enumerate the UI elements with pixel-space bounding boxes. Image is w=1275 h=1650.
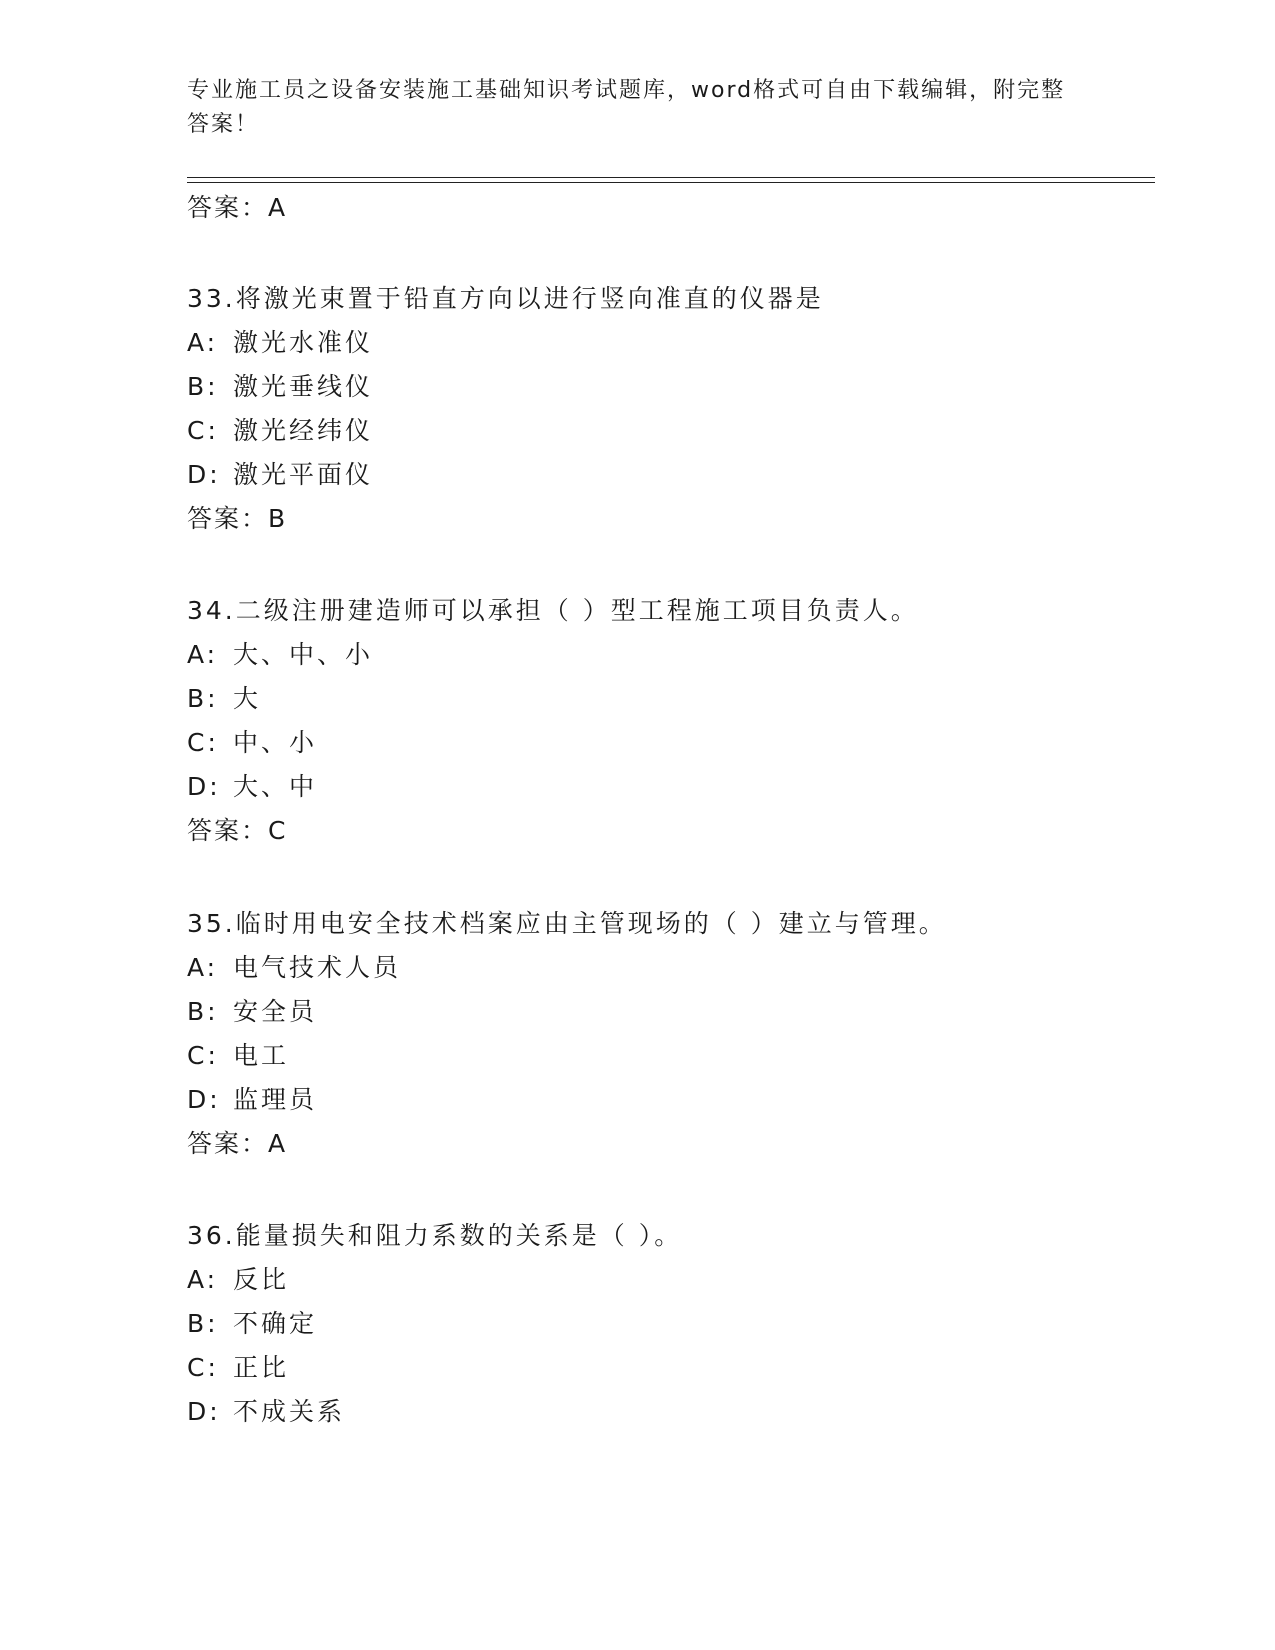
question-35-option-b [187,997,317,1027]
question-33-option-a [187,328,373,358]
question-35-option-a [187,953,401,983]
option-key: C: [187,1353,219,1382]
option-key: B: [187,1309,219,1338]
question-35-option-d [187,1085,317,1115]
option-text: 激光垂线仪 [233,372,374,401]
question-35-answer: 答案：A [187,1129,288,1158]
question-36-option-a [187,1265,289,1295]
question-33-option-c [187,416,373,446]
header-divider-top [187,177,1155,178]
option-text: 反比 [233,1265,290,1294]
option-text: 大 [233,684,262,713]
question-36-option-d [187,1397,345,1427]
option-text: 激光平面仪 [233,460,374,489]
option-key: D: [187,1397,221,1426]
option-text: 不成关系 [233,1397,346,1426]
question-36-option-c [187,1353,289,1383]
question-34-stem: 34.二级注册建造师可以承担（ ）型工程施工项目负责人。 [187,596,919,625]
option-text: 监理员 [233,1085,318,1114]
option-text: 电气技术人员 [233,953,402,982]
question-35-option-c [187,1041,289,1071]
question-34-option-d [187,772,317,802]
option-key: B: [187,372,219,401]
option-text: 激光经纬仪 [233,416,374,445]
option-key: D: [187,772,221,801]
option-key: D: [187,1085,221,1114]
option-text: 大、中、小 [233,640,374,669]
option-text: 正比 [233,1353,290,1382]
option-key: A: [187,1265,219,1294]
question-35-stem: 35.临时用电安全技术档案应由主管现场的（ ）建立与管理。 [187,909,947,938]
option-key: D: [187,460,221,489]
question-33-option-b [187,372,373,402]
answer-previous: 答案：A [187,193,288,222]
option-key: A: [187,328,219,357]
question-34-option-c [187,728,317,758]
question-33-stem: 33.将激光束置于铅直方向以进行竖向准直的仪器是 [187,284,824,313]
option-text: 安全员 [233,997,318,1026]
header-divider-bottom [187,182,1155,183]
question-36-option-b [187,1309,317,1339]
question-36-stem: 36.能量损失和阻力系数的关系是（ ）。 [187,1221,683,1250]
option-text: 不确定 [233,1309,318,1338]
option-key: A: [187,953,219,982]
option-text: 大、中 [233,772,318,801]
document-header: 专业施工员之设备安装施工基础知识考试题库，word格式可自由下载编辑，附完整答案！ [187,78,1066,137]
option-text: 电工 [233,1041,290,1070]
question-34-option-a [187,640,373,670]
option-text: 激光水准仪 [233,328,374,357]
option-text: 中、小 [233,728,318,757]
question-33-answer: 答案：B [187,504,288,533]
option-key: C: [187,728,219,757]
option-key: A: [187,640,219,669]
question-34-option-b [187,684,261,714]
option-key: C: [187,1041,219,1070]
question-34-answer: 答案：C [187,816,288,845]
option-key: B: [187,997,219,1026]
option-key: C: [187,416,219,445]
question-33-option-d [187,460,373,490]
option-key: B: [187,684,219,713]
